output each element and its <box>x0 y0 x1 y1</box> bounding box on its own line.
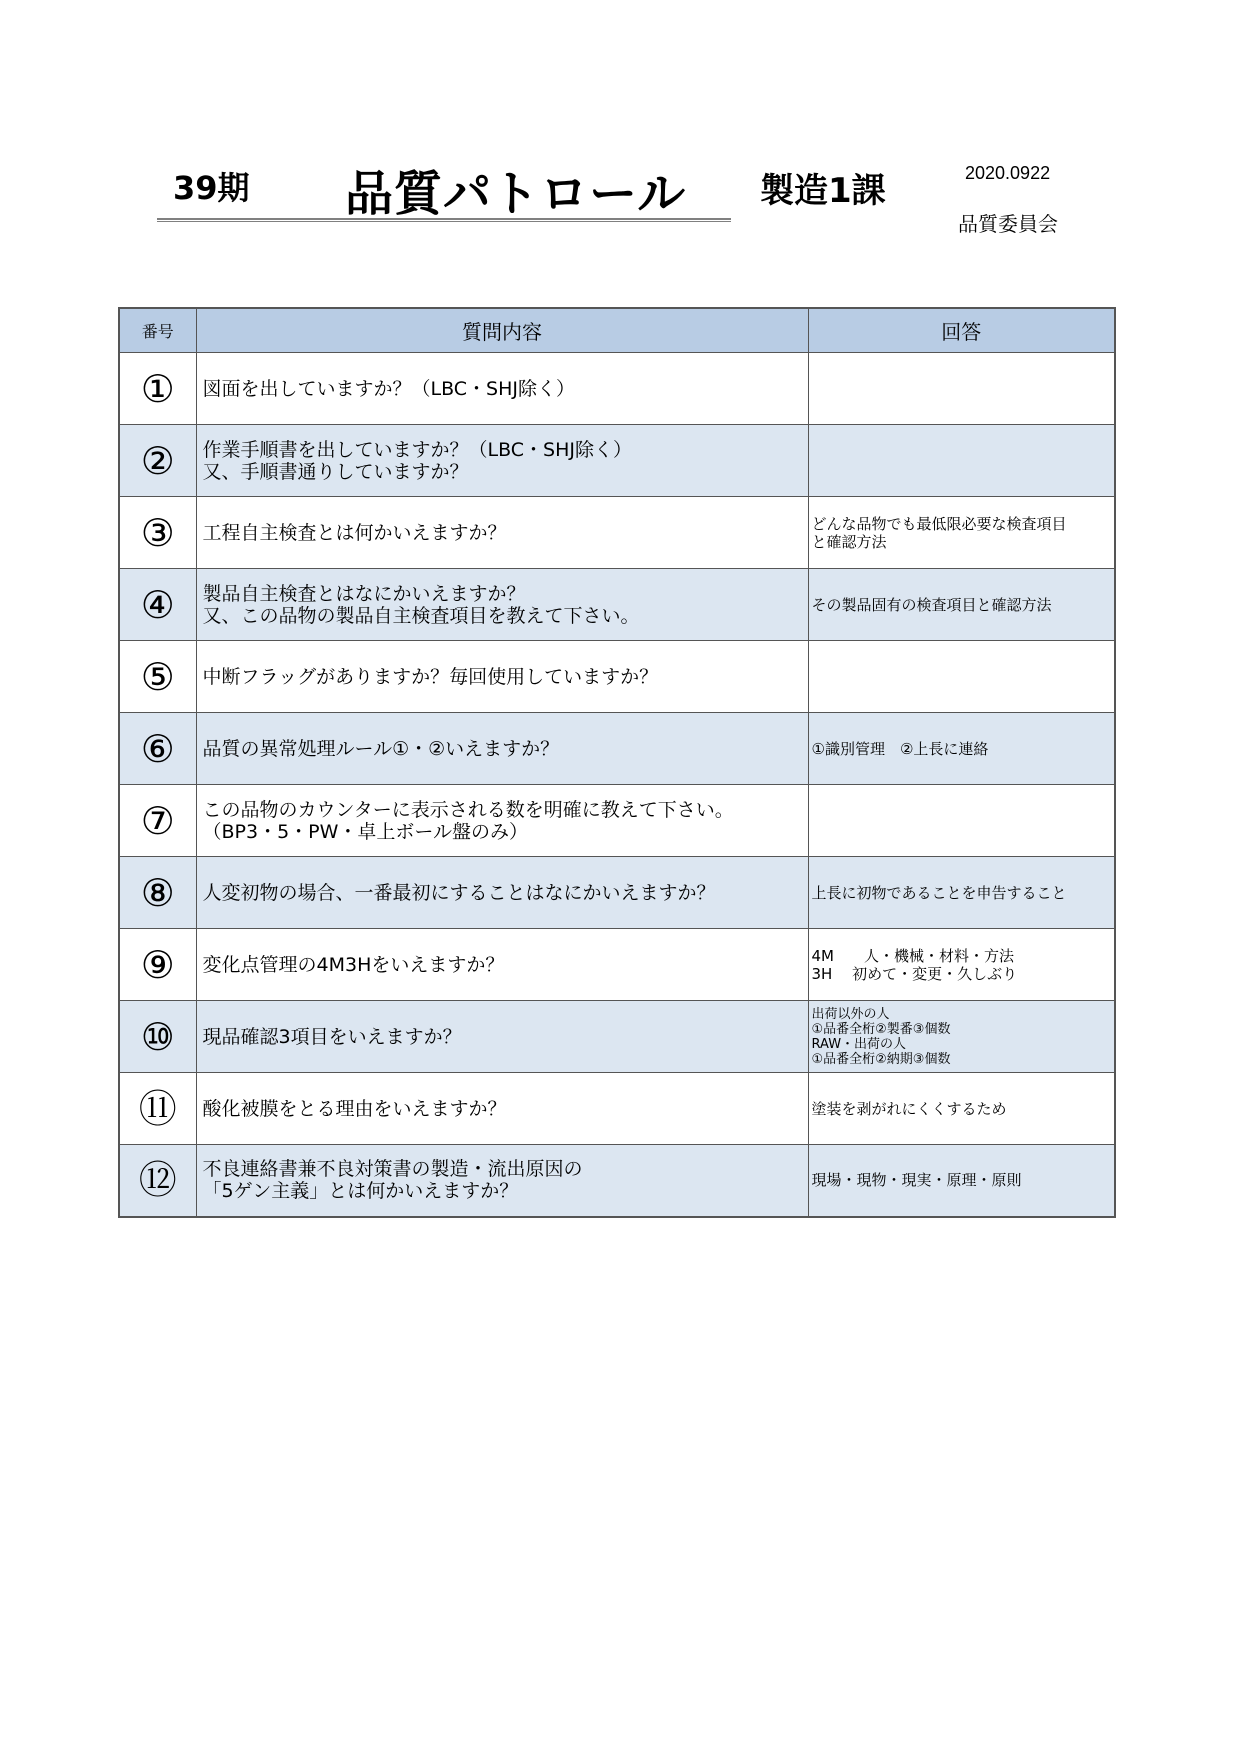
question-text: 工程自主検査とは何かいえますか？ <box>196 497 808 569</box>
table-row <box>119 713 1115 785</box>
answer-text: その製品固有の検査項目と確認方法 <box>808 569 1115 641</box>
answer-text <box>808 785 1115 857</box>
row-number: ④ <box>119 569 196 641</box>
answer-text: どんな品物でも最低限必要な検査項目 と確認方法 <box>808 497 1115 569</box>
row-number: ⑧ <box>119 857 196 929</box>
table-row <box>119 857 1115 929</box>
table-row <box>119 1001 1115 1073</box>
table-row <box>119 929 1115 1001</box>
table-row <box>119 641 1115 713</box>
question-text: 製品自主検査とはなにかいえますか？ 又、この品物の製品自主検査項目を教えて下さい。 <box>196 569 808 641</box>
row-number: ⑨ <box>119 929 196 1001</box>
table-row <box>119 1145 1115 1217</box>
table-row <box>119 569 1115 641</box>
question-text: 酸化被膜をとる理由をいえますか？ <box>196 1073 808 1145</box>
answer-text: 上長に初物であることを申告すること <box>808 857 1115 929</box>
question-text: 不良連絡書兼不良対策書の製造・流出原因の 「5ゲン主義」とは何かいえますか？ <box>196 1145 808 1217</box>
column-header-question: 質問内容 <box>196 308 808 353</box>
table-row <box>119 1073 1115 1145</box>
answer-text: ①識別管理 ②上長に連絡 <box>808 713 1115 785</box>
row-number: ⑪ <box>119 1073 196 1145</box>
question-text: この品物のカウンターに表示される数を明確に教えて下さい。 （BP3・5・PW・卓上ボール盤のみ） <box>196 785 808 857</box>
row-number: ⑫ <box>119 1145 196 1217</box>
question-text: 作業手順書を出していますか？（LBC・SHJ除く） 又、手順書通りしていますか？ <box>196 425 808 497</box>
row-number: ⑦ <box>119 785 196 857</box>
period-label: 39期 <box>173 169 250 207</box>
answer-text <box>808 425 1115 497</box>
question-text: 中断フラッグがありますか？毎回使用していますか？ <box>196 641 808 713</box>
title-underline <box>157 218 731 222</box>
table-row <box>119 425 1115 497</box>
committee-label: 品質委員会 <box>958 212 1058 236</box>
row-number: ① <box>119 353 196 425</box>
date-label: 2020.0922 <box>965 163 1051 183</box>
table-row <box>119 353 1115 425</box>
table-row <box>119 497 1115 569</box>
answer-text <box>808 641 1115 713</box>
question-text: 現品確認3項目をいえますか？ <box>196 1001 808 1073</box>
answer-text: 出荷以外の人 ①品番全桁②製番③個数 RAW・出荷の人 ①品番全桁②納期③個数 <box>808 1001 1115 1073</box>
row-number: ⑥ <box>119 713 196 785</box>
row-number: ⑩ <box>119 1001 196 1073</box>
page-title: 品質パトロール <box>345 166 687 222</box>
answer-text: 4M 人・機械・材料・方法 3H 初めて・変更・久しぶり <box>808 929 1115 1001</box>
question-text: 品質の異常処理ルール①・②いえますか？ <box>196 713 808 785</box>
row-number: ③ <box>119 497 196 569</box>
table-row <box>119 785 1115 857</box>
row-number: ② <box>119 425 196 497</box>
answer-text <box>808 353 1115 425</box>
answer-text: 現場・現物・現実・原理・原則 <box>808 1145 1115 1217</box>
question-text: 人変初物の場合、一番最初にすることはなにかいえますか？ <box>196 857 808 929</box>
row-number: ⑤ <box>119 641 196 713</box>
department-label: 製造1課 <box>760 171 886 211</box>
question-text: 変化点管理の4M3Hをいえますか？ <box>196 929 808 1001</box>
column-header-number: 番号 <box>119 308 196 353</box>
question-table <box>118 307 1116 1218</box>
question-text: 図面を出していますか？（LBC・SHJ除く） <box>196 353 808 425</box>
answer-text: 塗装を剥がれにくくするため <box>808 1073 1115 1145</box>
table-header-row <box>119 308 1115 353</box>
column-header-answer: 回答 <box>808 308 1115 353</box>
